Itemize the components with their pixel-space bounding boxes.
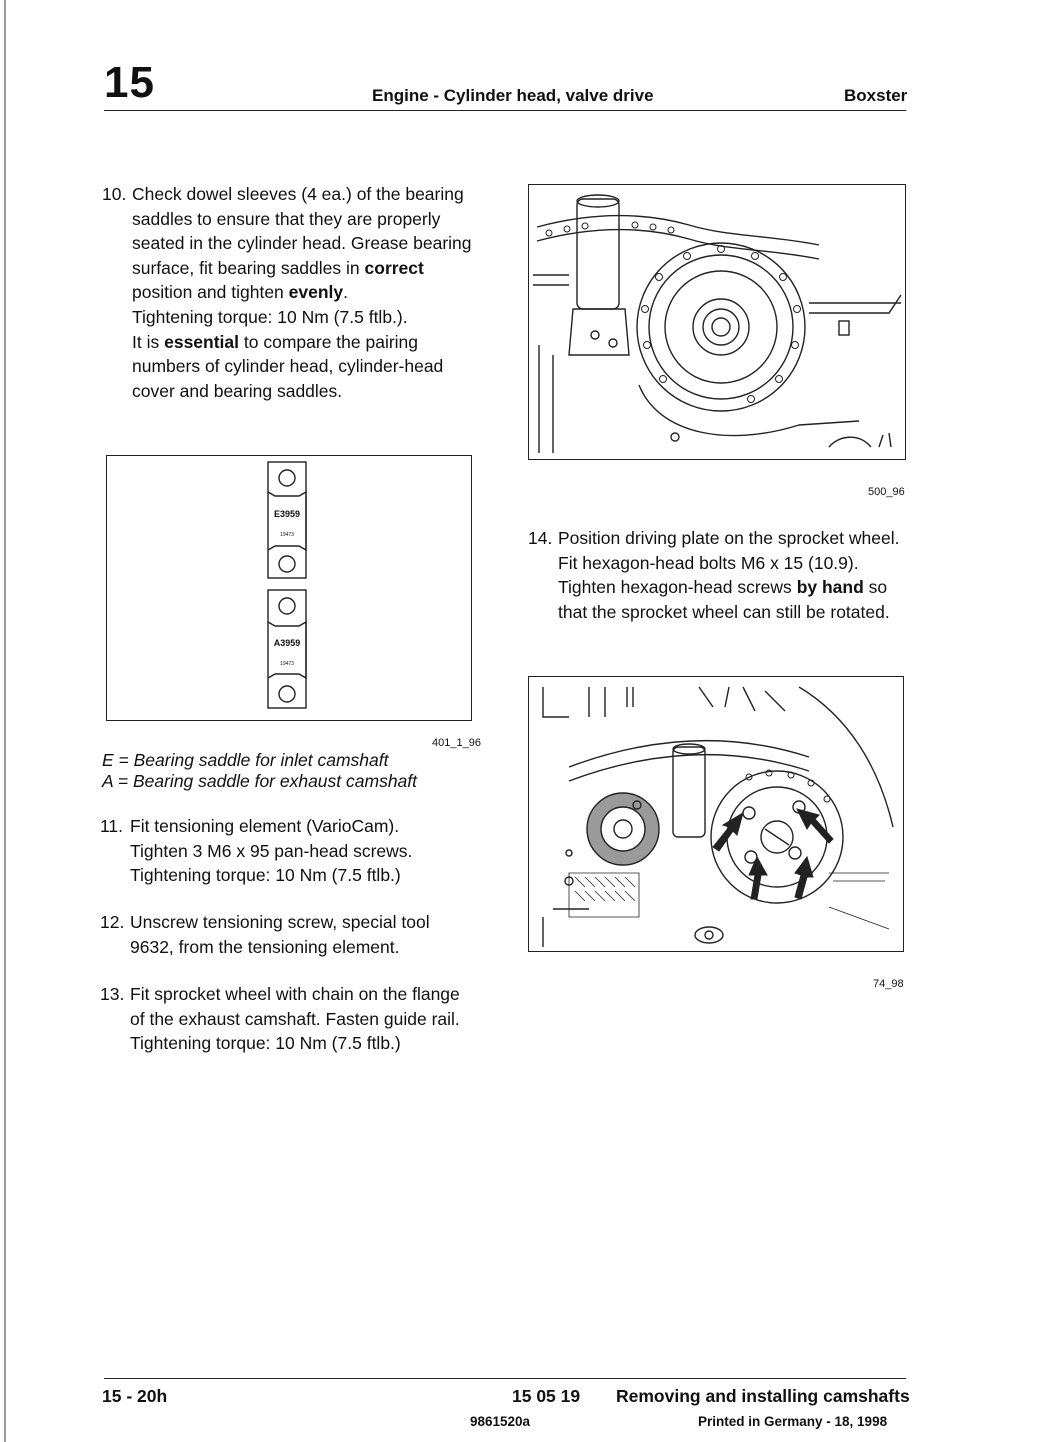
figure-bearing-saddles xyxy=(106,455,472,721)
step-line xyxy=(558,575,908,600)
bearing-saddles-illustration xyxy=(107,456,471,720)
saddle-a-subcode: 19473 xyxy=(280,661,294,667)
emphasis-text: correct xyxy=(364,257,424,278)
step-line: Tightening torque: 10 Nm (7.5 ftlb.) xyxy=(130,1033,401,1054)
legend-item-a: A = Bearing saddle for exhaust camshaft xyxy=(102,771,418,791)
step-text xyxy=(130,814,490,888)
step-text xyxy=(132,182,482,403)
footer-divider xyxy=(104,1378,906,1379)
step-line xyxy=(132,280,482,305)
text-run: It is xyxy=(132,331,160,352)
figure-driving-plate xyxy=(528,676,904,952)
step-11 xyxy=(100,814,490,888)
step-text xyxy=(130,910,490,959)
step-text xyxy=(130,982,500,1056)
driving-plate-illustration xyxy=(529,677,903,951)
page-left-edge xyxy=(4,0,6,1442)
page-number: 15 - 20h xyxy=(102,1386,168,1406)
text-run: surface, fit bearing saddles in xyxy=(132,257,360,278)
text-run: so xyxy=(868,577,888,598)
section-number: 15 05 19 xyxy=(512,1386,581,1406)
step-line: Position driving plate on the sprocket wheel. xyxy=(558,528,900,548)
step-12 xyxy=(100,910,490,959)
sprocket-illustration xyxy=(529,185,905,459)
figure-camshaft-sprocket xyxy=(528,184,906,460)
step-number: 10. xyxy=(102,184,127,204)
step-number: 13. xyxy=(100,984,125,1004)
step-number: 14. xyxy=(528,528,553,548)
emphasis-text: essential xyxy=(164,331,240,352)
text-run: to compare the pairing xyxy=(243,331,419,352)
step-line: cover and bearing saddles. xyxy=(132,380,343,401)
step-line: that the sprocket wheel can still be rotated. xyxy=(558,601,890,622)
document-number: 9861520a xyxy=(470,1414,531,1429)
section-title: Removing and installing camshafts xyxy=(616,1386,910,1406)
step-line: Unscrew tensioning screw, special tool xyxy=(130,912,430,932)
step-line: Fit hexagon-head bolts M6 x 15 (10.9). xyxy=(558,552,859,573)
step-line: of the exhaust camshaft. Fasten guide rail. xyxy=(130,1008,460,1029)
saddle-a-code: A3959 xyxy=(273,638,301,648)
text-run: . xyxy=(343,282,349,303)
page-title: Engine - Cylinder head, valve drive xyxy=(372,86,654,105)
saddle-e-subcode: 19473 xyxy=(280,532,294,538)
step-line: Check dowel sleeves (4 ea.) of the bearing xyxy=(132,184,464,204)
step-line xyxy=(132,330,482,355)
legend-item-e: E = Bearing saddle for inlet camshaft xyxy=(102,750,389,770)
model-name: Boxster xyxy=(844,86,908,105)
figure-legend xyxy=(102,750,417,792)
step-line xyxy=(132,256,482,281)
text-run: position and tighten xyxy=(132,282,284,303)
saddle-e-code: E3959 xyxy=(273,509,301,519)
step-line: Tightening torque: 10 Nm (7.5 ftlb.). xyxy=(132,306,408,327)
step-line: saddles to ensure that they are properly xyxy=(132,208,441,229)
step-text xyxy=(558,526,908,624)
step-line: 9632, from the tensioning element. xyxy=(130,936,400,957)
print-info: Printed in Germany - 18, 1998 xyxy=(698,1414,888,1429)
step-14 xyxy=(528,526,908,624)
emphasis-text: by hand xyxy=(796,577,864,598)
emphasis-text: evenly xyxy=(288,282,344,303)
step-13 xyxy=(100,982,500,1056)
step-line: Tightening torque: 10 Nm (7.5 ftlb.) xyxy=(130,865,401,886)
step-number: 11. xyxy=(100,816,124,836)
step-10 xyxy=(102,182,482,403)
step-line: seated in the cylinder head. Grease bearing xyxy=(132,233,472,254)
step-number: 12. xyxy=(100,912,125,932)
text-run: Tighten hexagon-head screws xyxy=(558,577,792,598)
step-line: numbers of cylinder head, cylinder-head xyxy=(132,356,444,377)
step-line: Fit sprocket wheel with chain on the flange xyxy=(130,984,460,1004)
step-line: Tighten 3 M6 x 95 pan-head screws. xyxy=(130,840,413,861)
header-divider xyxy=(104,110,906,111)
step-line: Fit tensioning element (VarioCam). xyxy=(130,816,400,836)
figure-id: 401_1_96 xyxy=(432,737,481,749)
figure-id: 500_96 xyxy=(868,486,905,498)
figure-id: 74_98 xyxy=(873,978,904,990)
chapter-number: 15 xyxy=(104,58,155,107)
